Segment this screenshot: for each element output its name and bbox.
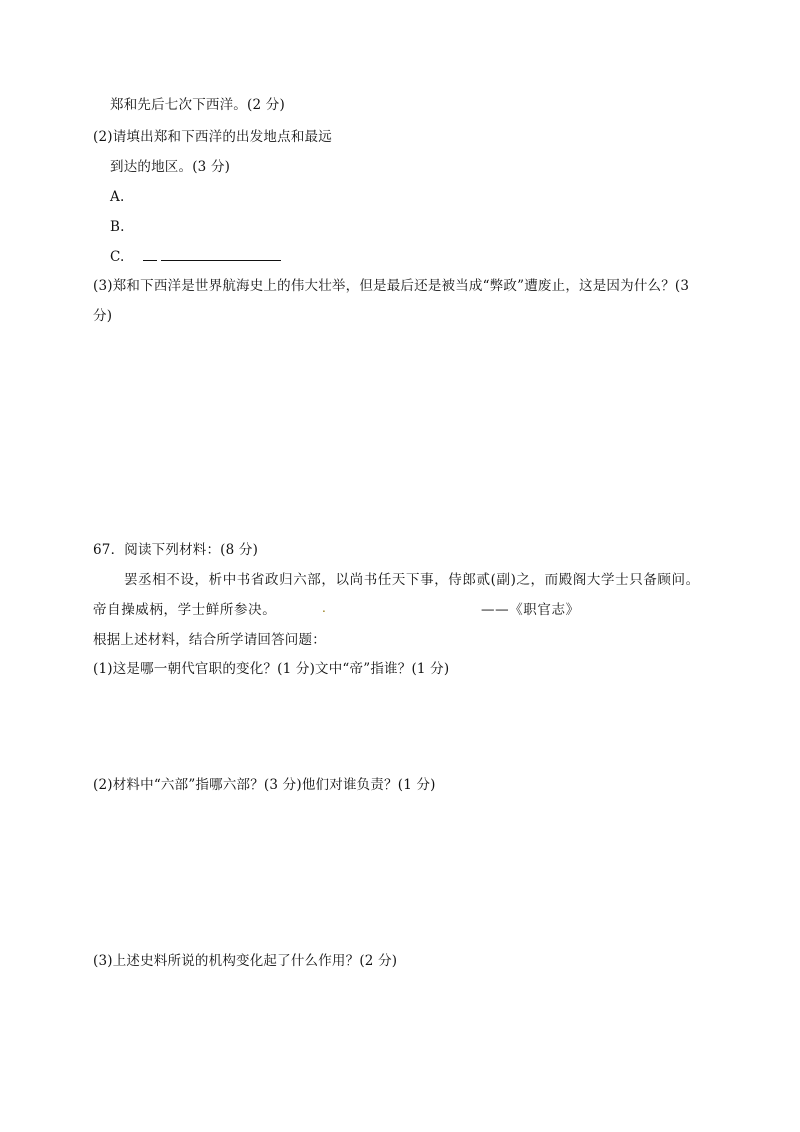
q67-question-2: (2)材料中“六部”指哪六部？(3 分)他们对谁负责？(1 分) [93,777,436,793]
q66-option-c [110,248,281,266]
q67-header: 67．阅读下列材料：(8 分) [93,542,259,558]
q67-source: ——《职官志》 [481,602,580,618]
q66-question-3-line2: 分) [93,308,113,324]
q67-question-1: (1)这是哪一朝代官职的变化？(1 分)文中“帝”指谁？(1 分) [93,661,450,677]
option-b-label: B. [110,219,125,235]
q66-question-2-line1: (2)请填出郑和下西洋的出发地点和最远 [93,129,332,145]
q66-question-2-line2: 到达的地区。(3 分) [110,159,231,175]
q66-question-3-line1: (3)郑和下西洋是世界航海史上的伟大壮举，但是最后还是被当成“弊政”遭废止，这是因为什么？(3 [93,278,690,294]
option-c-label: C. [110,249,125,265]
stray-mark: . [322,601,326,615]
q66-option-a [110,188,124,206]
q67-material-line2: 帝自操威柄，学士鲜所参决。 [93,602,277,618]
q67-material-line1: 罢丞相不设，析中书省政归六部，以尚书任天下事，侍郎贰(副)之，而殿阁大学士只备顾问。 [124,572,700,588]
answer-blank-line [161,248,281,261]
q66-intro-line: 郑和先后七次下西洋。(2 分) [110,97,285,113]
q67-question-3: (3)上述史料所说的机构变化起了什么作用？(2 分) [93,953,398,969]
answer-blank-short [143,248,157,261]
q66-option-b [110,218,125,236]
option-a-label: A. [110,189,125,205]
q67-instruction: 根据上述材料，结合所学请回答问题： [93,632,326,648]
